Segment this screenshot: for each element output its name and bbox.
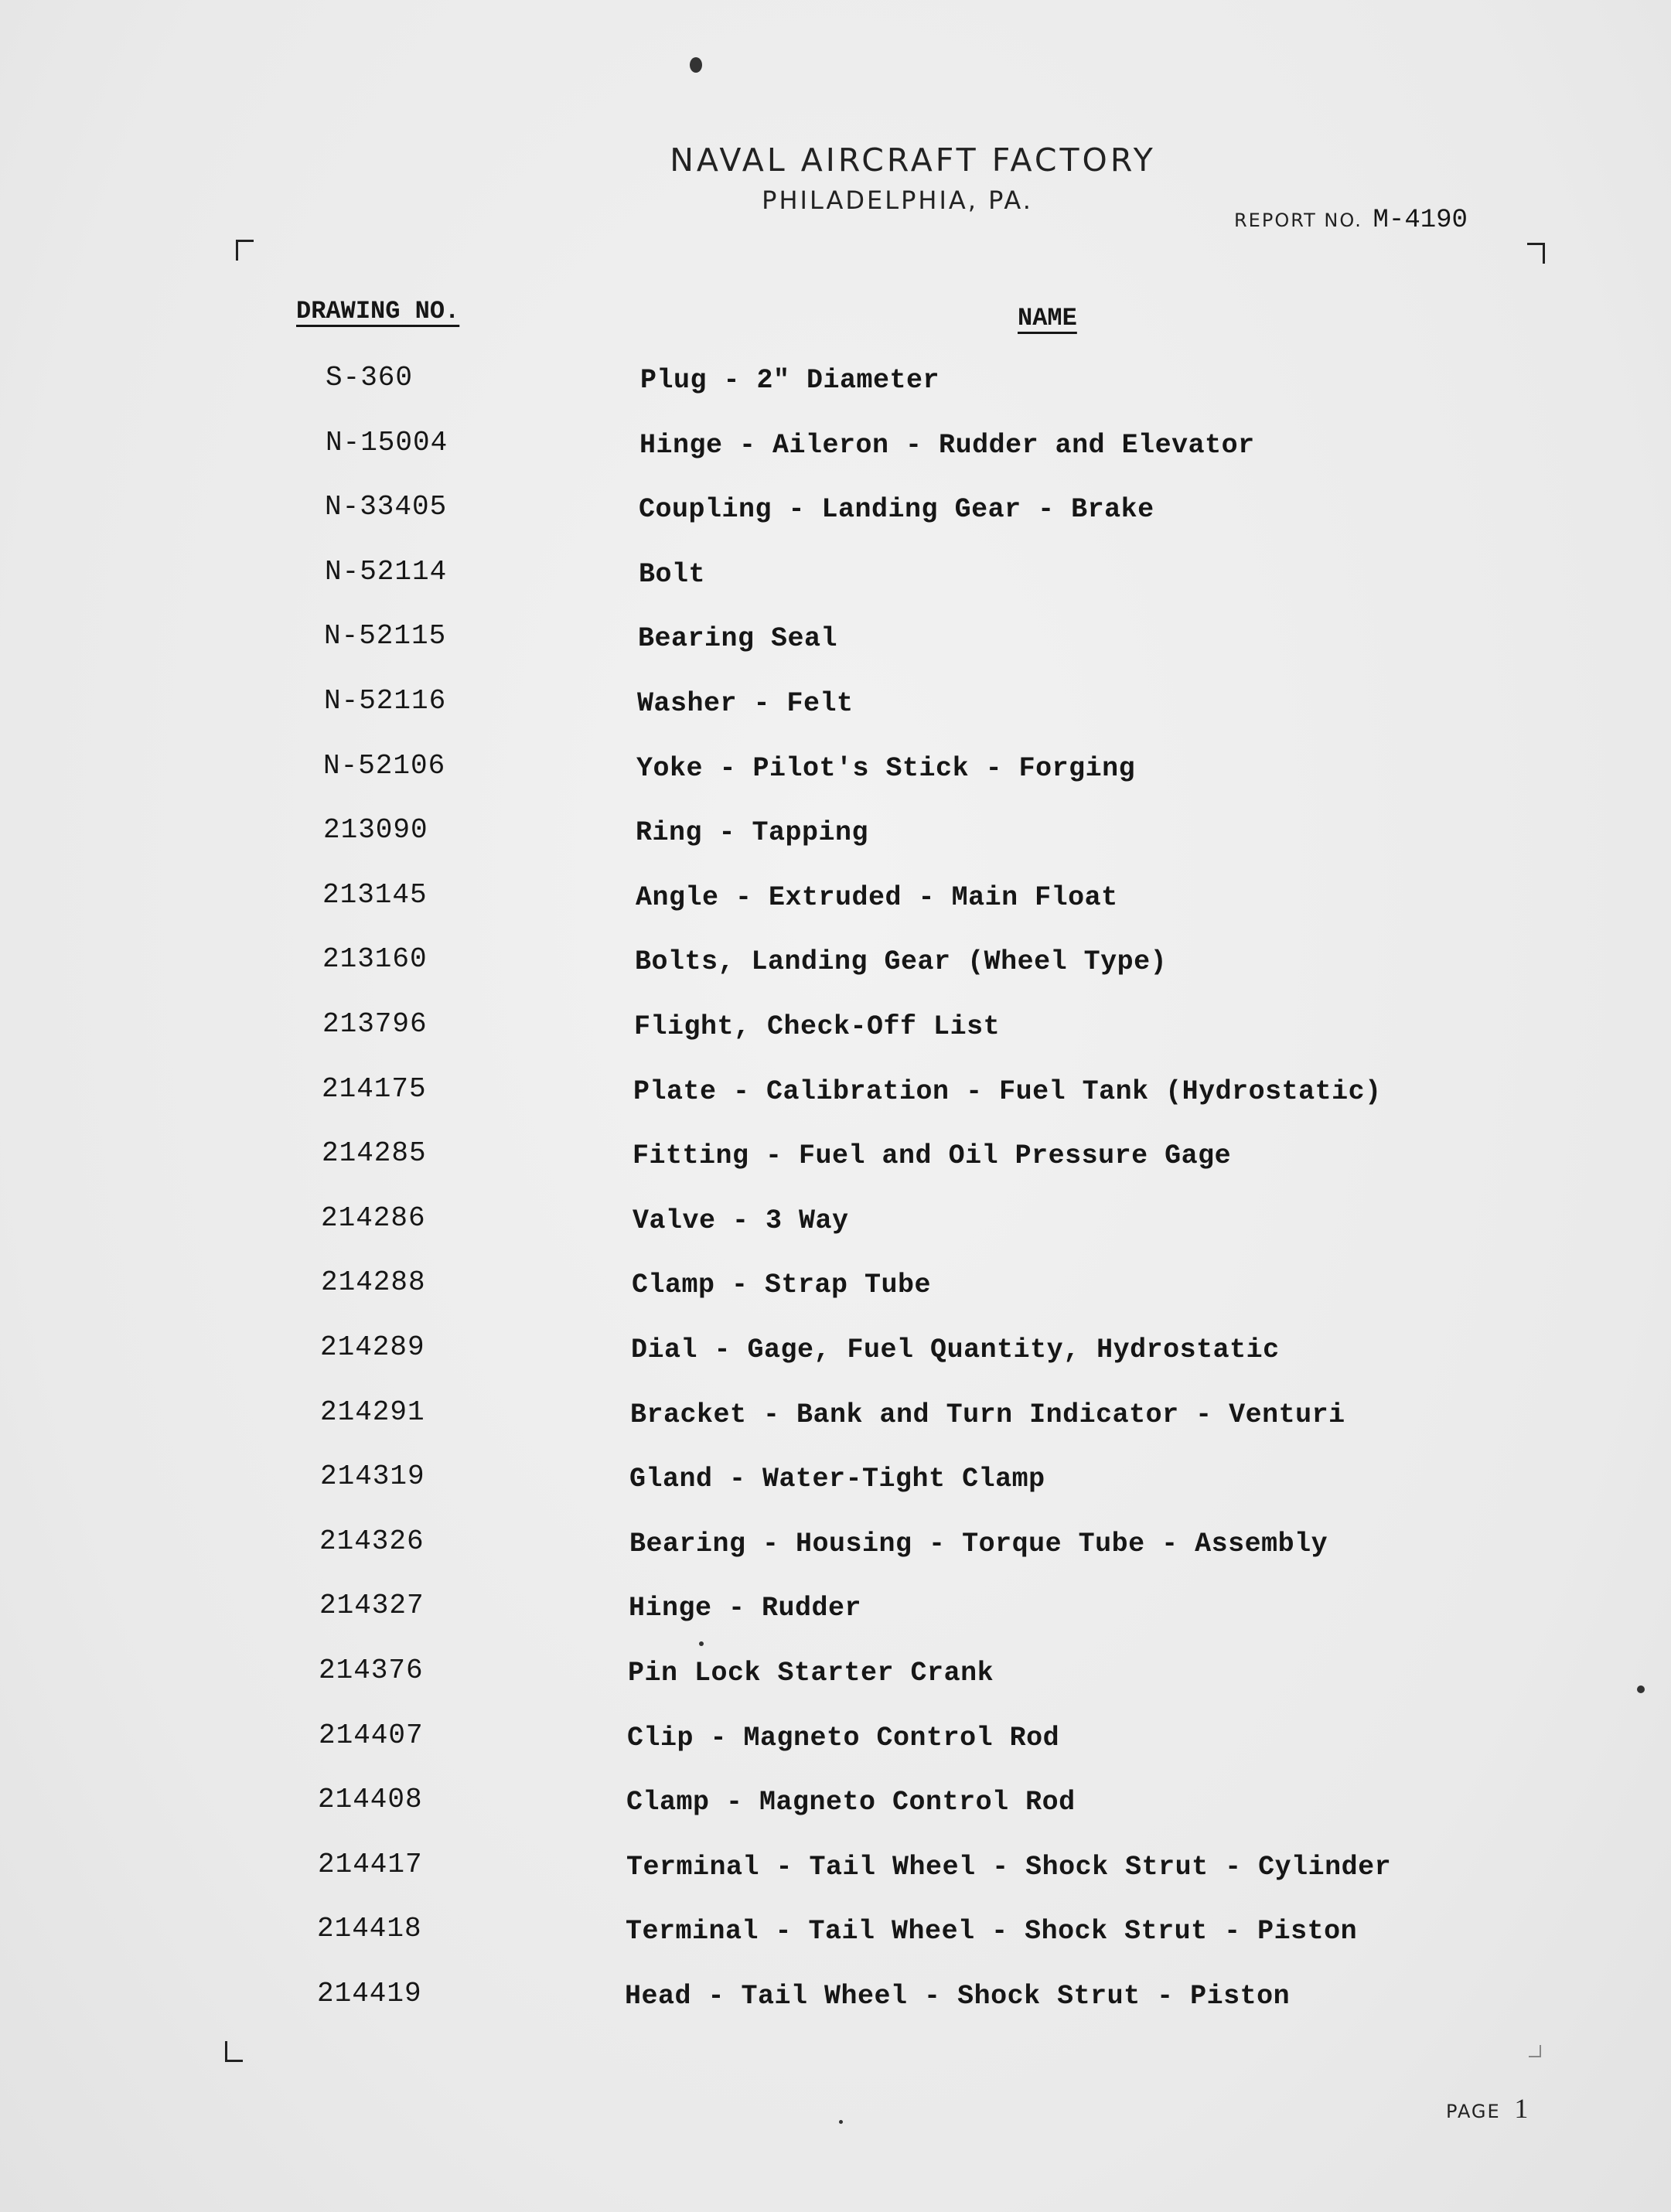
ink-speck [839,2120,843,2124]
drawing-number: 214327 [319,1590,425,1621]
table-row [0,943,1671,982]
drawing-number: 214285 [322,1137,427,1169]
table-row [0,491,1671,530]
part-name: Hinge - Rudder [629,1593,862,1624]
part-name: Head - Tail Wheel - Shock Strut - Piston [625,1981,1291,2012]
drawing-number: S-360 [326,362,414,394]
table-row [0,620,1671,659]
part-name: Valve - 3 Way [633,1205,849,1236]
table-row [0,1590,1671,1628]
part-name: Washer - Felt [637,688,854,719]
drawing-number: 213160 [322,943,428,975]
table-row [0,362,1671,400]
page-footer [1446,2092,1528,2125]
page-number: 1 [1514,2093,1529,2124]
table-row [0,1978,1671,2016]
drawing-number: 214291 [320,1396,425,1428]
part-name: Bearing - Housing - Torque Tube - Assembly [629,1529,1328,1559]
drawing-number: N-15004 [326,427,448,458]
table-row [0,750,1671,789]
drawing-number: 214286 [321,1202,426,1234]
drawing-number: 214288 [321,1266,426,1298]
part-name: Hinge - Aileron - Rudder and Elevator [639,430,1255,461]
part-name: Plug - 2" Diameter [640,365,940,396]
factory-location: PHILADELPHIA, PA. [762,186,1033,215]
drawing-number: 214419 [317,1978,422,2009]
table-row [0,1784,1671,1822]
drawing-number: 214408 [318,1784,423,1815]
table-row [0,1202,1671,1241]
drawing-number: N-33405 [325,491,448,523]
table-row [0,1266,1671,1305]
part-name: Bolts, Landing Gear (Wheel Type) [635,946,1168,977]
part-name: Clip - Magneto Control Rod [627,1723,1060,1754]
part-name: Pin Lock Starter Crank [628,1658,994,1689]
part-name: Coupling - Landing Gear - Brake [639,494,1154,525]
drawing-number: N-52106 [323,750,446,782]
table-row [0,685,1671,724]
drawing-number: 213796 [322,1008,428,1040]
table-row [0,879,1671,918]
table-row [0,814,1671,853]
part-name: Dial - Gage, Fuel Quantity, Hydrostatic [631,1334,1280,1365]
column-header-name: NAME [1018,304,1077,332]
part-name: Gland - Water-Tight Clamp [629,1464,1045,1495]
drawing-number: 213145 [322,879,428,911]
part-name: Plate - Calibration - Fuel Tank (Hydrostatic) [633,1076,1382,1107]
table-row [0,1331,1671,1370]
table-row [0,1719,1671,1758]
table-row [0,1073,1671,1112]
drawing-number: N-52115 [324,620,447,652]
table-row [0,1137,1671,1176]
ink-speck [1637,1685,1645,1693]
table-row [0,1008,1671,1047]
factory-title: NAVAL AIRCRAFT FACTORY [670,141,1156,179]
page-label: PAGE [1446,2101,1501,2122]
table-row [0,1525,1671,1564]
drawing-number: 214289 [320,1331,425,1363]
part-name: Clamp - Strap Tube [632,1270,932,1300]
report-number-value: M-4190 [1373,206,1468,235]
drawing-number: 214175 [322,1073,427,1105]
part-name: Clamp - Magneto Control Rod [626,1787,1076,1818]
table-row [0,1655,1671,1693]
drawing-number: 213090 [323,814,428,846]
part-name: Bolt [639,559,706,590]
table-row [0,556,1671,595]
part-name: Ring - Tapping [636,817,869,848]
drawing-number: 214417 [318,1849,423,1880]
ink-speck [690,57,702,73]
part-name: Angle - Extruded - Main Float [636,882,1118,913]
ink-speck [699,1641,704,1646]
part-name: Terminal - Tail Wheel - Shock Strut - Piston [626,1916,1358,1947]
drawing-number: 214319 [320,1460,425,1492]
drawing-number: 214407 [319,1719,424,1751]
table-row [0,1460,1671,1499]
part-name: Yoke - Pilot's Stick - Forging [636,753,1136,784]
drawing-number: N-52116 [324,685,447,717]
part-name: Bracket - Bank and Turn Indicator - Venturi [630,1399,1345,1430]
table-row [0,1913,1671,1951]
part-name: Bearing Seal [638,623,838,654]
table-row [0,1849,1671,1887]
drawing-number: 214326 [319,1525,425,1557]
drawing-number: 214418 [317,1913,422,1944]
part-name: Terminal - Tail Wheel - Shock Strut - Cylinder [626,1852,1392,1883]
drawing-number: 214376 [319,1655,424,1686]
drawing-number: N-52114 [325,556,448,588]
table-row [0,427,1671,465]
part-name: Flight, Check-Off List [634,1011,1001,1042]
part-name: Fitting - Fuel and Oil Pressure Gage [633,1140,1232,1171]
table-row [0,1396,1671,1435]
report-number-label: REPORT NO. [1234,210,1362,231]
column-header-drawing-no: DRAWING NO. [296,297,460,325]
